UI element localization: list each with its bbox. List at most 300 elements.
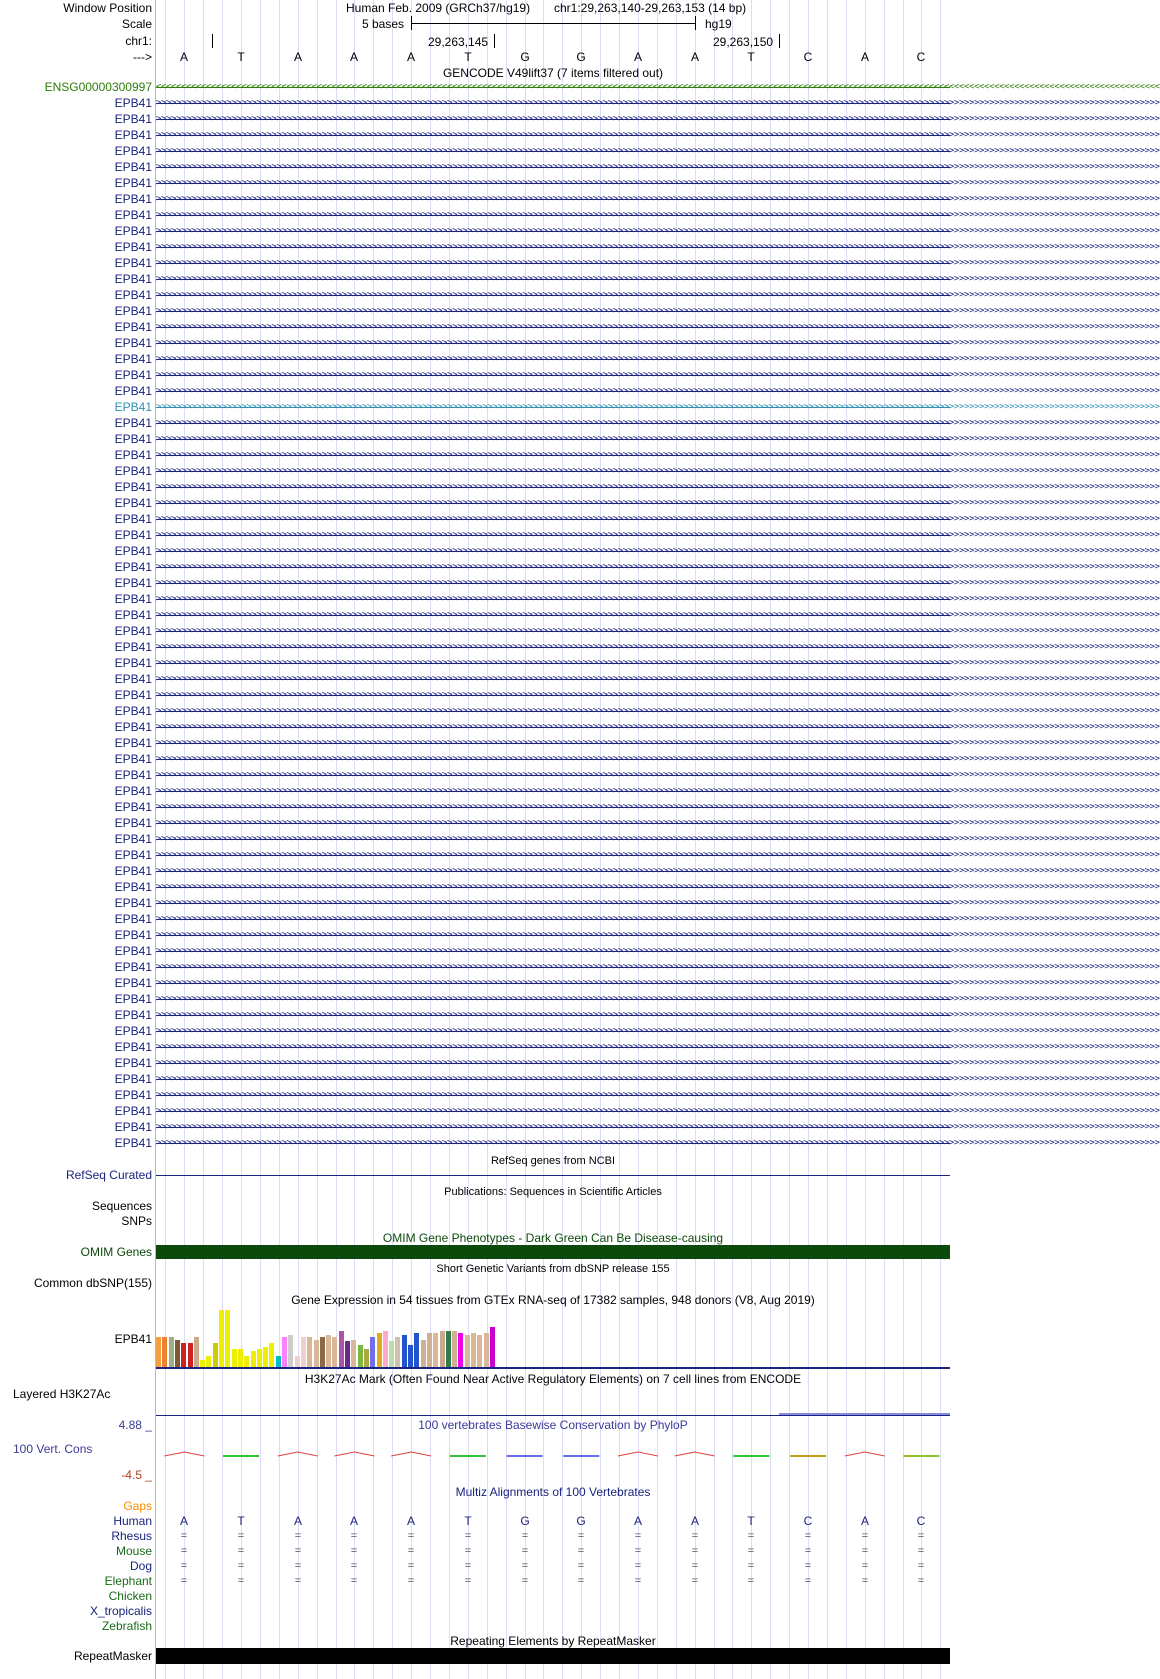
gencode-transcript-epb41-13[interactable] — [156, 288, 1160, 302]
strand-arrows: >>>>>>>>>>>>>>>>>>>>>>>>>>>>>>>>>>>>>>>>>>>>>>>>>>>>>>>>>>>>>>>>>>>>>>>>>>>>>>>>>>>>>>>>>>>>>>>>>>>>>>>>>>>>>>>>>>>>>>>>>>>>>>>>>>>>>>>>>>>>>>>>>>>>>>>>>>>>>>>>>>>>>>>>>>>>>>>>>>>>>>>>>>>>>>>>>>>>>>>> — [156, 786, 1160, 796]
gencode-label-epb41-39[interactable]: EPB41 — [114, 704, 152, 718]
gencode-transcript-epb41-32[interactable] — [156, 592, 1160, 606]
strand-arrows: >>>>>>>>>>>>>>>>>>>>>>>>>>>>>>>>>>>>>>>>>>>>>>>>>>>>>>>>>>>>>>>>>>>>>>>>>>>>>>>>>>>>>>>>>>>>>>>>>>>>>>>>>>>>>>>>>>>>>>>>>>>>>>>>>>>>>>>>>>>>>>>>>>>>>>>>>>>>>>>>>>>>>>>>>>>>>>>>>>>>>>>>>>>>>>>>>>>>>>>> — [156, 738, 1160, 748]
strand-arrows: >>>>>>>>>>>>>>>>>>>>>>>>>>>>>>>>>>>>>>>>>>>>>>>>>>>>>>>>>>>>>>>>>>>>>>>>>>>>>>>>>>>>>>>>>>>>>>>>>>>>>>>>>>>>>>>>>>>>>>>>>>>>>>>>>>>>>>>>>>>>>>>>>>>>>>>>>>>>>>>>>>>>>>>>>>>>>>>>>>>>>>>>>>>>>>>>>>>>>>>> — [156, 290, 1160, 300]
multiz-track-title: Multiz Alignments of 100 Vertebrates — [455, 1485, 651, 1499]
alignment-match-mark: = — [577, 1575, 585, 1587]
gencode-transcript-epb41-48[interactable] — [156, 848, 1160, 862]
alignment-match-mark: = — [350, 1530, 358, 1542]
strand-arrows: >>>>>>>>>>>>>>>>>>>>>>>>>>>>>>>>>>>>>>>>>>>>>>>>>>>>>>>>>>>>>>>>>>>>>>>>>>>>>>>>>>>>>>>>>>>>>>>>>>>>>>>>>>>>>>>>>>>>>>>>>>>>>>>>>>>>>>>>>>>>>>>>>>>>>>>>>>>>>>>>>>>>>>>>>>>>>>>>>>>>>>>>>>>>>>>>>>>>>>>> — [156, 1026, 1160, 1036]
strand-arrows: >>>>>>>>>>>>>>>>>>>>>>>>>>>>>>>>>>>>>>>>>>>>>>>>>>>>>>>>>>>>>>>>>>>>>>>>>>>>>>>>>>>>>>>>>>>>>>>>>>>>>>>>>>>>>>>>>>>>>>>>>>>>>>>>>>>>>>>>>>>>>>>>>>>>>>>>>>>>>>>>>>>>>>>>>>>>>>>>>>>>>>>>>>>>>>>>>>>>>>>> — [156, 642, 1160, 652]
gencode-transcript-epb41-44[interactable] — [156, 784, 1160, 798]
strand-arrows: >>>>>>>>>>>>>>>>>>>>>>>>>>>>>>>>>>>>>>>>>>>>>>>>>>>>>>>>>>>>>>>>>>>>>>>>>>>>>>>>>>>>>>>>>>>>>>>>>>>>>>>>>>>>>>>>>>>>>>>>>>>>>>>>>>>>>>>>>>>>>>>>>>>>>>>>>>>>>>>>>>>>>>>>>>>>>>>>>>>>>>>>>>>>>>>>>>>>>>>> — [156, 482, 1160, 492]
phylop-score-mark — [675, 1452, 715, 1456]
human-base: A — [179, 1514, 188, 1528]
gtex-tissue-bar[interactable] — [269, 1343, 274, 1368]
species-label[interactable]: Rhesus — [111, 1529, 152, 1543]
sequence-base: A — [860, 50, 869, 64]
gtex-track-title: Gene Expression in 54 tissues from GTEx RNA-seq of 17382 samples, 948 donors (V8, Aug 2019) — [291, 1293, 815, 1307]
strand-arrows: >>>>>>>>>>>>>>>>>>>>>>>>>>>>>>>>>>>>>>>>>>>>>>>>>>>>>>>>>>>>>>>>>>>>>>>>>>>>>>>>>>>>>>>>>>>>>>>>>>>>>>>>>>>>>>>>>>>>>>>>>>>>>>>>>>>>>>>>>>>>>>>>>>>>>>>>>>>>>>>>>>>>>>>>>>>>>>>>>>>>>>>>>>>>>>>>>>>>>>>> — [156, 98, 1160, 108]
gtex-tissue-bar[interactable] — [169, 1337, 174, 1368]
gencode-transcript-epb41-20[interactable] — [156, 400, 1160, 414]
alignment-match-mark: = — [917, 1545, 925, 1557]
gencode-label-epb41-13[interactable]: EPB41 — [114, 288, 152, 302]
alignment-match-mark: = — [407, 1530, 415, 1542]
gencode-transcript-epb41-3[interactable] — [156, 128, 1160, 142]
publications-label-snps[interactable]: SNPs — [121, 1214, 152, 1228]
alignment-match-mark: = — [747, 1545, 755, 1557]
strand-arrows: >>>>>>>>>>>>>>>>>>>>>>>>>>>>>>>>>>>>>>>>>>>>>>>>>>>>>>>>>>>>>>>>>>>>>>>>>>>>>>>>>>>>>>>>>>>>>>>>>>>>>>>>>>>>>>>>>>>>>>>>>>>>>>>>>>>>>>>>>>>>>>>>>>>>>>>>>>>>>>>>>>>>>>>>>>>>>>>>>>>>>>>>>>>>>>>>>>>>>>>> — [156, 562, 1160, 572]
gencode-transcript-epb41-9[interactable] — [156, 224, 1160, 238]
gtex-tissue-bar[interactable] — [490, 1327, 495, 1368]
strand-arrows: >>>>>>>>>>>>>>>>>>>>>>>>>>>>>>>>>>>>>>>>>>>>>>>>>>>>>>>>>>>>>>>>>>>>>>>>>>>>>>>>>>>>>>>>>>>>>>>>>>>>>>>>>>>>>>>>>>>>>>>>>>>>>>>>>>>>>>>>>>>>>>>>>>>>>>>>>>>>>>>>>>>>>>>>>>>>>>>>>>>>>>>>>>>>>>>>>>>>>>>> — [156, 946, 1160, 956]
species-label[interactable]: Elephant — [104, 1574, 152, 1588]
alignment-match-mark: = — [237, 1575, 245, 1587]
gencode-label-epb41-45[interactable]: EPB41 — [114, 800, 152, 814]
multiz-gaps-label: Gaps — [123, 1499, 152, 1513]
human-base: T — [237, 1514, 245, 1528]
repeatmasker-element[interactable] — [156, 1648, 950, 1664]
gencode-label-epb41-21[interactable]: EPB41 — [114, 416, 152, 430]
gencode-transcript-epb41-38[interactable] — [156, 688, 1160, 702]
species-label[interactable]: Mouse — [115, 1544, 152, 1558]
gtex-label[interactable]: EPB41 — [114, 1332, 152, 1346]
alignment-match-mark: = — [577, 1530, 585, 1542]
alignment-match-mark: = — [180, 1575, 188, 1587]
gencode-label-epb41-57[interactable]: EPB41 — [114, 992, 152, 1006]
gencode-label-epb41-61[interactable]: EPB41 — [114, 1056, 152, 1070]
gtex-tissue-bar[interactable] — [232, 1349, 237, 1368]
gencode-label-epb41-5[interactable]: EPB41 — [114, 160, 152, 174]
gencode-transcript-epb41-5[interactable] — [156, 160, 1160, 174]
gtex-tissue-bar[interactable] — [477, 1335, 482, 1368]
gencode-transcript-epb41-34[interactable] — [156, 624, 1160, 638]
gencode-transcript-epb41-45[interactable] — [156, 800, 1160, 814]
gencode-transcript-epb41-11[interactable] — [156, 256, 1160, 270]
phylop-min-label: -4.5 _ — [121, 1468, 152, 1482]
gtex-tissue-bar[interactable] — [314, 1340, 319, 1368]
gencode-transcript-epb41-6[interactable] — [156, 176, 1160, 190]
gencode-transcript-ensg[interactable] — [156, 80, 1160, 94]
gencode-label-epb41-10[interactable]: EPB41 — [114, 240, 152, 254]
gtex-tissue-bar[interactable] — [414, 1333, 419, 1368]
gencode-label-epb41-2[interactable]: EPB41 — [114, 112, 152, 126]
gencode-transcript-epb41-12[interactable] — [156, 272, 1160, 286]
gencode-label-epb41-17[interactable]: EPB41 — [114, 352, 152, 366]
human-base: A — [860, 1514, 869, 1528]
gencode-transcript-epb41-2[interactable] — [156, 112, 1160, 126]
gencode-transcript-epb41-65[interactable] — [156, 1120, 1160, 1134]
gencode-transcript-epb41-26[interactable] — [156, 496, 1160, 510]
gencode-transcript-epb41-22[interactable] — [156, 432, 1160, 446]
strand-arrows: >>>>>>>>>>>>>>>>>>>>>>>>>>>>>>>>>>>>>>>>>>>>>>>>>>>>>>>>>>>>>>>>>>>>>>>>>>>>>>>>>>>>>>>>>>>>>>>>>>>>>>>>>>>>>>>>>>>>>>>>>>>>>>>>>>>>>>>>>>>>>>>>>>>>>>>>>>>>>>>>>>>>>>>>>>>>>>>>>>>>>>>>>>>>>>>>>>>>>>>> — [156, 162, 1160, 172]
gtex-tissue-bar[interactable] — [194, 1337, 199, 1368]
gtex-tissue-bar[interactable] — [358, 1345, 363, 1368]
refseq-gene-line[interactable] — [156, 1175, 950, 1176]
strand-arrows: >>>>>>>>>>>>>>>>>>>>>>>>>>>>>>>>>>>>>>>>>>>>>>>>>>>>>>>>>>>>>>>>>>>>>>>>>>>>>>>>>>>>>>>>>>>>>>>>>>>>>>>>>>>>>>>>>>>>>>>>>>>>>>>>>>>>>>>>>>>>>>>>>>>>>>>>>>>>>>>>>>>>>>>>>>>>>>>>>>>>>>>>>>>>>>>>>>>>>>>> — [156, 978, 1160, 988]
strand-arrows: >>>>>>>>>>>>>>>>>>>>>>>>>>>>>>>>>>>>>>>>>>>>>>>>>>>>>>>>>>>>>>>>>>>>>>>>>>>>>>>>>>>>>>>>>>>>>>>>>>>>>>>>>>>>>>>>>>>>>>>>>>>>>>>>>>>>>>>>>>>>>>>>>>>>>>>>>>>>>>>>>>>>>>>>>>>>>>>>>>>>>>>>>>>>>>>>>>>>>>>> — [156, 882, 1160, 892]
gencode-transcript-epb41-25[interactable] — [156, 480, 1160, 494]
strand-arrows: >>>>>>>>>>>>>>>>>>>>>>>>>>>>>>>>>>>>>>>>>>>>>>>>>>>>>>>>>>>>>>>>>>>>>>>>>>>>>>>>>>>>>>>>>>>>>>>>>>>>>>>>>>>>>>>>>>>>>>>>>>>>>>>>>>>>>>>>>>>>>>>>>>>>>>>>>>>>>>>>>>>>>>>>>>>>>>>>>>>>>>>>>>>>>>>>>>>>>>>> — [156, 626, 1160, 636]
strand-arrows: >>>>>>>>>>>>>>>>>>>>>>>>>>>>>>>>>>>>>>>>>>>>>>>>>>>>>>>>>>>>>>>>>>>>>>>>>>>>>>>>>>>>>>>>>>>>>>>>>>>>>>>>>>>>>>>>>>>>>>>>>>>>>>>>>>>>>>>>>>>>>>>>>>>>>>>>>>>>>>>>>>>>>>>>>>>>>>>>>>>>>>>>>>>>>>>>>>>>>>>> — [156, 674, 1160, 684]
strand-arrows: >>>>>>>>>>>>>>>>>>>>>>>>>>>>>>>>>>>>>>>>>>>>>>>>>>>>>>>>>>>>>>>>>>>>>>>>>>>>>>>>>>>>>>>>>>>>>>>>>>>>>>>>>>>>>>>>>>>>>>>>>>>>>>>>>>>>>>>>>>>>>>>>>>>>>>>>>>>>>>>>>>>>>>>>>>>>>>>>>>>>>>>>>>>>>>>>>>>>>>>> — [156, 1122, 1160, 1132]
strand-arrows: >>>>>>>>>>>>>>>>>>>>>>>>>>>>>>>>>>>>>>>>>>>>>>>>>>>>>>>>>>>>>>>>>>>>>>>>>>>>>>>>>>>>>>>>>>>>>>>>>>>>>>>>>>>>>>>>>>>>>>>>>>>>>>>>>>>>>>>>>>>>>>>>>>>>>>>>>>>>>>>>>>>>>>>>>>>>>>>>>>>>>>>>>>>>>>>>>>>>>>>> — [156, 370, 1160, 380]
gencode-label-epb41-14[interactable]: EPB41 — [114, 304, 152, 318]
gencode-label-epb41-18[interactable]: EPB41 — [114, 368, 152, 382]
gencode-transcript-epb41-1[interactable] — [156, 96, 1160, 110]
gtex-tissue-bar[interactable] — [332, 1337, 337, 1368]
gencode-label-epb41-27[interactable]: EPB41 — [114, 512, 152, 526]
gencode-label-epb41-40[interactable]: EPB41 — [114, 720, 152, 734]
gencode-label-epb41-24[interactable]: EPB41 — [114, 464, 152, 478]
gencode-transcript-epb41-33[interactable] — [156, 608, 1160, 622]
gencode-transcript-epb41-37[interactable] — [156, 672, 1160, 686]
gtex-tissue-bar[interactable] — [395, 1337, 400, 1368]
gencode-transcript-epb41-55[interactable] — [156, 960, 1160, 974]
alignment-match-mark: = — [180, 1545, 188, 1557]
strand-arrows: <<<<<<<<<<<<<<<<<<<<<<<<<<<<<<<<<<<<<<<<<<<<<<<<<<<<<<<<<<<<<<<<<<<<<<<<<<<<<<<<<<<<<<<<<<<<<<<<<<<<<<<<<<<<<<<<<<<<<<<<<<<<<<<<<<<<<<<<<<<<<<<<<<<<<<<<<<<<<<<<<<<<<<<<<<<<<<<<<<<<<<<<<<<<<<<<<<<<<<<< — [156, 82, 1160, 92]
gencode-transcript-epb41-41[interactable] — [156, 736, 1160, 750]
gencode-transcript-epb41-8[interactable] — [156, 208, 1160, 222]
alignment-match-mark: = — [294, 1545, 302, 1557]
gencode-transcript-epb41-15[interactable] — [156, 320, 1160, 334]
db-label: hg19 — [705, 17, 732, 31]
gencode-label-epb41-26[interactable]: EPB41 — [114, 496, 152, 510]
strand-arrows: >>>>>>>>>>>>>>>>>>>>>>>>>>>>>>>>>>>>>>>>>>>>>>>>>>>>>>>>>>>>>>>>>>>>>>>>>>>>>>>>>>>>>>>>>>>>>>>>>>>>>>>>>>>>>>>>>>>>>>>>>>>>>>>>>>>>>>>>>>>>>>>>>>>>>>>>>>>>>>>>>>>>>>>>>>>>>>>>>>>>>>>>>>>>>>>>>>>>>>>> — [156, 1090, 1160, 1100]
alignment-match-mark: = — [577, 1560, 585, 1572]
gencode-label-epb41-19[interactable]: EPB41 — [114, 384, 152, 398]
gencode-label-epb41-54[interactable]: EPB41 — [114, 944, 152, 958]
gencode-label-epb41-34[interactable]: EPB41 — [114, 624, 152, 638]
h3k27ac-label[interactable]: Layered H3K27Ac — [13, 1387, 111, 1401]
gencode-transcript-epb41-66[interactable] — [156, 1136, 1160, 1150]
gtex-tissue-bar[interactable] — [339, 1331, 344, 1368]
alignment-match-mark: = — [747, 1575, 755, 1587]
gencode-transcript-epb41-54[interactable] — [156, 944, 1160, 958]
gtex-tissue-bar[interactable] — [440, 1331, 445, 1368]
strand-arrows: >>>>>>>>>>>>>>>>>>>>>>>>>>>>>>>>>>>>>>>>>>>>>>>>>>>>>>>>>>>>>>>>>>>>>>>>>>>>>>>>>>>>>>>>>>>>>>>>>>>>>>>>>>>>>>>>>>>>>>>>>>>>>>>>>>>>>>>>>>>>>>>>>>>>>>>>>>>>>>>>>>>>>>>>>>>>>>>>>>>>>>>>>>>>>>>>>>>>>>>> — [156, 1106, 1160, 1116]
species-label[interactable]: Zebrafish — [101, 1619, 152, 1633]
gencode-transcript-epb41-14[interactable] — [156, 304, 1160, 318]
gencode-transcript-epb41-40[interactable] — [156, 720, 1160, 734]
repeatmasker-label[interactable]: RepeatMasker — [73, 1649, 152, 1663]
gencode-transcript-epb41-57[interactable] — [156, 992, 1160, 1006]
gencode-label-epb41-53[interactable]: EPB41 — [114, 928, 152, 942]
gencode-label-ensg[interactable]: ENSG00000300997 — [44, 80, 152, 94]
gencode-label-epb41-49[interactable]: EPB41 — [114, 864, 152, 878]
gtex-tissue-bar[interactable] — [402, 1335, 407, 1368]
gencode-label-epb41-50[interactable]: EPB41 — [114, 880, 152, 894]
publications-label-sequences[interactable]: Sequences — [91, 1199, 152, 1213]
gencode-label-epb41-25[interactable]: EPB41 — [114, 480, 152, 494]
gencode-label-epb41-4[interactable]: EPB41 — [114, 144, 152, 158]
gtex-tissue-bar[interactable] — [370, 1337, 375, 1368]
gencode-transcript-epb41-46[interactable] — [156, 816, 1160, 830]
strand-arrows: >>>>>>>>>>>>>>>>>>>>>>>>>>>>>>>>>>>>>>>>>>>>>>>>>>>>>>>>>>>>>>>>>>>>>>>>>>>>>>>>>>>>>>>>>>>>>>>>>>>>>>>>>>>>>>>>>>>>>>>>>>>>>>>>>>>>>>>>>>>>>>>>>>>>>>>>>>>>>>>>>>>>>>>>>>>>>>>>>>>>>>>>>>>>>>>>>>>>>>>> — [156, 434, 1160, 444]
gencode-label-epb41-64[interactable]: EPB41 — [114, 1104, 152, 1118]
gencode-label-epb41-30[interactable]: EPB41 — [114, 560, 152, 574]
strand-arrows: >>>>>>>>>>>>>>>>>>>>>>>>>>>>>>>>>>>>>>>>>>>>>>>>>>>>>>>>>>>>>>>>>>>>>>>>>>>>>>>>>>>>>>>>>>>>>>>>>>>>>>>>>>>>>>>>>>>>>>>>>>>>>>>>>>>>>>>>>>>>>>>>>>>>>>>>>>>>>>>>>>>>>>>>>>>>>>>>>>>>>>>>>>>>>>>>>>>>>>>> — [156, 658, 1160, 668]
gtex-tissue-bar[interactable] — [238, 1349, 243, 1368]
species-label[interactable]: Human — [113, 1514, 152, 1528]
gencode-label-epb41-56[interactable]: EPB41 — [114, 976, 152, 990]
gencode-label-epb41-6[interactable]: EPB41 — [114, 176, 152, 190]
sequence-base: C — [803, 50, 813, 64]
gencode-transcript-epb41-35[interactable] — [156, 640, 1160, 654]
coord-label-2: 29,263,150 — [713, 35, 774, 49]
gencode-label-epb41-38[interactable]: EPB41 — [114, 688, 152, 702]
alignment-match-mark: = — [350, 1575, 358, 1587]
gencode-transcript-epb41-36[interactable] — [156, 656, 1160, 670]
strand-arrows: >>>>>>>>>>>>>>>>>>>>>>>>>>>>>>>>>>>>>>>>>>>>>>>>>>>>>>>>>>>>>>>>>>>>>>>>>>>>>>>>>>>>>>>>>>>>>>>>>>>>>>>>>>>>>>>>>>>>>>>>>>>>>>>>>>>>>>>>>>>>>>>>>>>>>>>>>>>>>>>>>>>>>>>>>>>>>>>>>>>>>>>>>>>>>>>>>>>>>>>> — [156, 450, 1160, 460]
gtex-tissue-bar[interactable] — [326, 1335, 331, 1368]
gtex-tissue-bar[interactable] — [162, 1337, 167, 1368]
strand-arrows: >>>>>>>>>>>>>>>>>>>>>>>>>>>>>>>>>>>>>>>>>>>>>>>>>>>>>>>>>>>>>>>>>>>>>>>>>>>>>>>>>>>>>>>>>>>>>>>>>>>>>>>>>>>>>>>>>>>>>>>>>>>>>>>>>>>>>>>>>>>>>>>>>>>>>>>>>>>>>>>>>>>>>>>>>>>>>>>>>>>>>>>>>>>>>>>>>>>>>>>> — [156, 690, 1160, 700]
gencode-label-epb41-42[interactable]: EPB41 — [114, 752, 152, 766]
gtex-tissue-bar[interactable] — [345, 1341, 350, 1368]
gtex-tissue-bar[interactable] — [257, 1349, 262, 1368]
phylop-max-label: 4.88 _ — [118, 1418, 152, 1432]
gencode-label-epb41-32[interactable]: EPB41 — [114, 592, 152, 606]
human-base: A — [406, 1514, 415, 1528]
species-label[interactable]: Dog — [129, 1559, 152, 1573]
gtex-tissue-bar[interactable] — [282, 1337, 287, 1368]
strand-arrows: >>>>>>>>>>>>>>>>>>>>>>>>>>>>>>>>>>>>>>>>>>>>>>>>>>>>>>>>>>>>>>>>>>>>>>>>>>>>>>>>>>>>>>>>>>>>>>>>>>>>>>>>>>>>>>>>>>>>>>>>>>>>>>>>>>>>>>>>>>>>>>>>>>>>>>>>>>>>>>>>>>>>>>>>>>>>>>>>>>>>>>>>>>>>>>>>>>>>>>>> — [156, 1138, 1160, 1148]
gencode-label-epb41-8[interactable]: EPB41 — [114, 208, 152, 222]
gencode-label-epb41-12[interactable]: EPB41 — [114, 272, 152, 286]
gencode-label-epb41-62[interactable]: EPB41 — [114, 1072, 152, 1086]
strand-arrows: >>>>>>>>>>>>>>>>>>>>>>>>>>>>>>>>>>>>>>>>>>>>>>>>>>>>>>>>>>>>>>>>>>>>>>>>>>>>>>>>>>>>>>>>>>>>>>>>>>>>>>>>>>>>>>>>>>>>>>>>>>>>>>>>>>>>>>>>>>>>>>>>>>>>>>>>>>>>>>>>>>>>>>>>>>>>>>>>>>>>>>>>>>>>>>>>>>>>>>>> — [156, 610, 1160, 620]
gencode-transcript-epb41-39[interactable] — [156, 704, 1160, 718]
alignment-match-mark: = — [691, 1575, 699, 1587]
strand-arrows: >>>>>>>>>>>>>>>>>>>>>>>>>>>>>>>>>>>>>>>>>>>>>>>>>>>>>>>>>>>>>>>>>>>>>>>>>>>>>>>>>>>>>>>>>>>>>>>>>>>>>>>>>>>>>>>>>>>>>>>>>>>>>>>>>>>>>>>>>>>>>>>>>>>>>>>>>>>>>>>>>>>>>>>>>>>>>>>>>>>>>>>>>>>>>>>>>>>>>>>> — [156, 818, 1160, 828]
gencode-transcript-epb41-31[interactable] — [156, 576, 1160, 590]
gencode-transcript-epb41-10[interactable] — [156, 240, 1160, 254]
phylop-track-title: 100 vertebrates Basewise Conservation by PhyloP — [418, 1418, 688, 1432]
scale-bar-right-tick — [695, 16, 696, 30]
gtex-tissue-bar[interactable] — [364, 1349, 369, 1368]
gtex-tissue-bar[interactable] — [484, 1333, 489, 1368]
gencode-transcript-epb41-28[interactable] — [156, 528, 1160, 542]
gencode-label-epb41-59[interactable]: EPB41 — [114, 1024, 152, 1038]
gencode-label-epb41-44[interactable]: EPB41 — [114, 784, 152, 798]
alignment-match-mark: = — [521, 1545, 529, 1557]
gencode-label-epb41-51[interactable]: EPB41 — [114, 896, 152, 910]
gencode-label-epb41-33[interactable]: EPB41 — [114, 608, 152, 622]
refseq-label[interactable]: RefSeq Curated — [65, 1168, 152, 1182]
gtex-tissue-bar[interactable] — [307, 1337, 312, 1368]
alignment-match-mark: = — [350, 1545, 358, 1557]
assembly-title: Human Feb. 2009 (GRCh37/hg19) — [346, 1, 531, 15]
gencode-transcript-epb41-7[interactable] — [156, 192, 1160, 206]
gencode-label-epb41-23[interactable]: EPB41 — [114, 448, 152, 462]
gencode-transcript-epb41-53[interactable] — [156, 928, 1160, 942]
gencode-transcript-epb41-27[interactable] — [156, 512, 1160, 526]
gtex-tissue-bar[interactable] — [446, 1331, 451, 1368]
gencode-label-epb41-28[interactable]: EPB41 — [114, 528, 152, 542]
species-label[interactable]: X_tropicalis — [89, 1604, 152, 1618]
sequence-base: T — [464, 50, 472, 64]
gencode-label-epb41-35[interactable]: EPB41 — [114, 640, 152, 654]
gencode-label-epb41-46[interactable]: EPB41 — [114, 816, 152, 830]
gencode-transcript-epb41-42[interactable] — [156, 752, 1160, 766]
human-base: G — [576, 1514, 586, 1528]
strand-arrows: >>>>>>>>>>>>>>>>>>>>>>>>>>>>>>>>>>>>>>>>>>>>>>>>>>>>>>>>>>>>>>>>>>>>>>>>>>>>>>>>>>>>>>>>>>>>>>>>>>>>>>>>>>>>>>>>>>>>>>>>>>>>>>>>>>>>>>>>>>>>>>>>>>>>>>>>>>>>>>>>>>>>>>>>>>>>>>>>>>>>>>>>>>>>>>>>>>>>>>>> — [156, 130, 1160, 140]
gencode-label-epb41-31[interactable]: EPB41 — [114, 576, 152, 590]
gtex-tissue-bar[interactable] — [427, 1333, 432, 1368]
gencode-label-epb41-20[interactable]: EPB41 — [114, 400, 152, 414]
gencode-label-epb41-11[interactable]: EPB41 — [114, 256, 152, 270]
gtex-tissue-bar[interactable] — [408, 1345, 413, 1368]
gencode-label-epb41-66[interactable]: EPB41 — [114, 1136, 152, 1150]
gtex-tissue-bar[interactable] — [433, 1333, 438, 1368]
gtex-tissue-bar[interactable] — [251, 1351, 256, 1368]
strand-arrows: >>>>>>>>>>>>>>>>>>>>>>>>>>>>>>>>>>>>>>>>>>>>>>>>>>>>>>>>>>>>>>>>>>>>>>>>>>>>>>>>>>>>>>>>>>>>>>>>>>>>>>>>>>>>>>>>>>>>>>>>>>>>>>>>>>>>>>>>>>>>>>>>>>>>>>>>>>>>>>>>>>>>>>>>>>>>>>>>>>>>>>>>>>>>>>>>>>>>>>>> — [156, 146, 1160, 156]
gtex-tissue-bar[interactable] — [188, 1343, 193, 1368]
gencode-label-epb41-15[interactable]: EPB41 — [114, 320, 152, 334]
gencode-transcript-epb41-56[interactable] — [156, 976, 1160, 990]
gencode-transcript-epb41-62[interactable] — [156, 1072, 1160, 1086]
alignment-match-mark: = — [521, 1530, 529, 1542]
strand-arrows: >>>>>>>>>>>>>>>>>>>>>>>>>>>>>>>>>>>>>>>>>>>>>>>>>>>>>>>>>>>>>>>>>>>>>>>>>>>>>>>>>>>>>>>>>>>>>>>>>>>>>>>>>>>>>>>>>>>>>>>>>>>>>>>>>>>>>>>>>>>>>>>>>>>>>>>>>>>>>>>>>>>>>>>>>>>>>>>>>>>>>>>>>>>>>>>>>>>>>>>> — [156, 770, 1160, 780]
gencode-label-epb41-29[interactable]: EPB41 — [114, 544, 152, 558]
gencode-label-epb41-36[interactable]: EPB41 — [114, 656, 152, 670]
omim-gene-bar[interactable] — [156, 1245, 950, 1259]
gtex-tissue-bar[interactable] — [471, 1333, 476, 1368]
gencode-transcript-epb41-19[interactable] — [156, 384, 1160, 398]
gtex-tissue-bar[interactable] — [452, 1331, 457, 1368]
gtex-tissue-bar[interactable] — [383, 1331, 388, 1368]
human-base: C — [803, 1514, 813, 1528]
gtex-tissue-bar[interactable] — [213, 1343, 218, 1368]
alignment-match-mark: = — [804, 1575, 812, 1587]
gencode-transcript-epb41-52[interactable] — [156, 912, 1160, 926]
strand-arrows: >>>>>>>>>>>>>>>>>>>>>>>>>>>>>>>>>>>>>>>>>>>>>>>>>>>>>>>>>>>>>>>>>>>>>>>>>>>>>>>>>>>>>>>>>>>>>>>>>>>>>>>>>>>>>>>>>>>>>>>>>>>>>>>>>>>>>>>>>>>>>>>>>>>>>>>>>>>>>>>>>>>>>>>>>>>>>>>>>>>>>>>>>>>>>>>>>>>>>>>> — [156, 754, 1160, 764]
gencode-label-epb41-43[interactable]: EPB41 — [114, 768, 152, 782]
gencode-transcript-epb41-61[interactable] — [156, 1056, 1160, 1070]
gtex-tissue-bar[interactable] — [301, 1337, 306, 1368]
phylop-score-mark — [391, 1452, 431, 1456]
omim-track-title: OMIM Gene Phenotypes - Dark Green Can Be Disease-causing — [382, 1231, 724, 1245]
strand-arrows: >>>>>>>>>>>>>>>>>>>>>>>>>>>>>>>>>>>>>>>>>>>>>>>>>>>>>>>>>>>>>>>>>>>>>>>>>>>>>>>>>>>>>>>>>>>>>>>>>>>>>>>>>>>>>>>>>>>>>>>>>>>>>>>>>>>>>>>>>>>>>>>>>>>>>>>>>>>>>>>>>>>>>>>>>>>>>>>>>>>>>>>>>>>>>>>>>>>>>>>> — [156, 930, 1160, 940]
gencode-transcript-epb41-4[interactable] — [156, 144, 1160, 158]
gtex-tissue-bar[interactable] — [156, 1337, 161, 1368]
gencode-label-epb41-9[interactable]: EPB41 — [114, 224, 152, 238]
h3k27ac-baseline — [156, 1415, 950, 1416]
alignment-match-mark: = — [464, 1530, 472, 1542]
gencode-label-epb41-3[interactable]: EPB41 — [114, 128, 152, 142]
phylop-label[interactable]: 100 Vert. Cons — [13, 1442, 93, 1456]
gencode-label-epb41-52[interactable]: EPB41 — [114, 912, 152, 926]
alignment-match-mark: = — [691, 1545, 699, 1557]
human-base: C — [916, 1514, 926, 1528]
gtex-tissue-bar[interactable] — [175, 1340, 180, 1368]
gencode-label-epb41-37[interactable]: EPB41 — [114, 672, 152, 686]
alignment-match-mark: = — [804, 1560, 812, 1572]
gtex-tissue-bar[interactable] — [181, 1343, 186, 1368]
alignment-match-mark: = — [747, 1530, 755, 1542]
gencode-label-epb41-58[interactable]: EPB41 — [114, 1008, 152, 1022]
gencode-transcript-epb41-17[interactable] — [156, 352, 1160, 366]
gencode-transcript-epb41-16[interactable] — [156, 336, 1160, 350]
strand-arrows: >>>>>>>>>>>>>>>>>>>>>>>>>>>>>>>>>>>>>>>>>>>>>>>>>>>>>>>>>>>>>>>>>>>>>>>>>>>>>>>>>>>>>>>>>>>>>>>>>>>>>>>>>>>>>>>>>>>>>>>>>>>>>>>>>>>>>>>>>>>>>>>>>>>>>>>>>>>>>>>>>>>>>>>>>>>>>>>>>>>>>>>>>>>>>>>>>>>>>>>> — [156, 530, 1160, 540]
phylop-score-mark — [278, 1452, 318, 1456]
gencode-transcript-epb41-23[interactable] — [156, 448, 1160, 462]
omim-label[interactable]: OMIM Genes — [80, 1245, 152, 1259]
gencode-label-epb41-63[interactable]: EPB41 — [114, 1088, 152, 1102]
publications-track-title: Publications: Sequences in Scientific Articles — [444, 1186, 662, 1198]
gtex-tissue-bar[interactable] — [225, 1310, 230, 1368]
alignment-match-mark: = — [521, 1560, 529, 1572]
gencode-transcript-epb41-51[interactable] — [156, 896, 1160, 910]
dbsnp-label[interactable]: Common dbSNP(155) — [33, 1276, 152, 1290]
gencode-transcript-epb41-47[interactable] — [156, 832, 1160, 846]
gencode-transcript-epb41-43[interactable] — [156, 768, 1160, 782]
sequence-base: A — [293, 50, 302, 64]
gencode-label-epb41-41[interactable]: EPB41 — [114, 736, 152, 750]
gtex-tissue-bar[interactable] — [320, 1337, 325, 1368]
gtex-tissue-bar[interactable] — [458, 1333, 463, 1368]
strand-arrows: >>>>>>>>>>>>>>>>>>>>>>>>>>>>>>>>>>>>>>>>>>>>>>>>>>>>>>>>>>>>>>>>>>>>>>>>>>>>>>>>>>>>>>>>>>>>>>>>>>>>>>>>>>>>>>>>>>>>>>>>>>>>>>>>>>>>>>>>>>>>>>>>>>>>>>>>>>>>>>>>>>>>>>>>>>>>>>>>>>>>>>>>>>>>>>>>>>>>>>>> — [156, 226, 1160, 236]
gencode-label-epb41-48[interactable]: EPB41 — [114, 848, 152, 862]
gencode-label-epb41-65[interactable]: EPB41 — [114, 1120, 152, 1134]
gtex-tissue-bar[interactable] — [389, 1341, 394, 1368]
gencode-transcript-epb41-49[interactable] — [156, 864, 1160, 878]
gencode-label-epb41-55[interactable]: EPB41 — [114, 960, 152, 974]
gtex-tissue-bar[interactable] — [351, 1340, 356, 1368]
phylop-score-mark — [618, 1452, 658, 1456]
phylop-conservation-plot[interactable] — [156, 1448, 950, 1464]
strand-arrows: >>>>>>>>>>>>>>>>>>>>>>>>>>>>>>>>>>>>>>>>>>>>>>>>>>>>>>>>>>>>>>>>>>>>>>>>>>>>>>>>>>>>>>>>>>>>>>>>>>>>>>>>>>>>>>>>>>>>>>>>>>>>>>>>>>>>>>>>>>>>>>>>>>>>>>>>>>>>>>>>>>>>>>>>>>>>>>>>>>>>>>>>>>>>>>>>>>>>>>>> — [156, 594, 1160, 604]
gtex-tissue-bar[interactable] — [377, 1333, 382, 1368]
gencode-label-epb41-1[interactable]: EPB41 — [114, 96, 152, 110]
gencode-transcript-epb41-64[interactable] — [156, 1104, 1160, 1118]
sequence-base: A — [690, 50, 699, 64]
gencode-label-epb41-16[interactable]: EPB41 — [114, 336, 152, 350]
gencode-transcript-epb41-50[interactable] — [156, 880, 1160, 894]
alignment-match-mark: = — [577, 1545, 585, 1557]
gtex-tissue-bar[interactable] — [465, 1335, 470, 1368]
gencode-transcript-epb41-30[interactable] — [156, 560, 1160, 574]
gencode-transcript-epb41-18[interactable] — [156, 368, 1160, 382]
gencode-transcript-epb41-21[interactable] — [156, 416, 1160, 430]
gencode-transcript-epb41-29[interactable] — [156, 544, 1160, 558]
strand-arrows: >>>>>>>>>>>>>>>>>>>>>>>>>>>>>>>>>>>>>>>>>>>>>>>>>>>>>>>>>>>>>>>>>>>>>>>>>>>>>>>>>>>>>>>>>>>>>>>>>>>>>>>>>>>>>>>>>>>>>>>>>>>>>>>>>>>>>>>>>>>>>>>>>>>>>>>>>>>>>>>>>>>>>>>>>>>>>>>>>>>>>>>>>>>>>>>>>>>>>>>> — [156, 866, 1160, 876]
gencode-transcript-epb41-59[interactable] — [156, 1024, 1160, 1038]
refseq-track-title: RefSeq genes from NCBI — [490, 1155, 616, 1167]
strand-arrows: >>>>>>>>>>>>>>>>>>>>>>>>>>>>>>>>>>>>>>>>>>>>>>>>>>>>>>>>>>>>>>>>>>>>>>>>>>>>>>>>>>>>>>>>>>>>>>>>>>>>>>>>>>>>>>>>>>>>>>>>>>>>>>>>>>>>>>>>>>>>>>>>>>>>>>>>>>>>>>>>>>>>>>>>>>>>>>>>>>>>>>>>>>>>>>>>>>>>>>>> — [156, 1074, 1160, 1084]
ruler-tick-c — [779, 34, 780, 48]
repeatmasker-track-title: Repeating Elements by RepeatMasker — [450, 1634, 656, 1648]
species-label[interactable]: Chicken — [108, 1589, 152, 1603]
gtex-tissue-bar[interactable] — [263, 1347, 268, 1368]
gtex-tissue-bar[interactable] — [421, 1340, 426, 1368]
gencode-label-epb41-47[interactable]: EPB41 — [114, 832, 152, 846]
gtex-expression-chart[interactable] — [156, 1307, 556, 1368]
gtex-tissue-bar[interactable] — [219, 1310, 224, 1368]
gencode-label-epb41-22[interactable]: EPB41 — [114, 432, 152, 446]
sequence-base: T — [747, 50, 755, 64]
gencode-label-epb41-60[interactable]: EPB41 — [114, 1040, 152, 1054]
strand-arrows: >>>>>>>>>>>>>>>>>>>>>>>>>>>>>>>>>>>>>>>>>>>>>>>>>>>>>>>>>>>>>>>>>>>>>>>>>>>>>>>>>>>>>>>>>>>>>>>>>>>>>>>>>>>>>>>>>>>>>>>>>>>>>>>>>>>>>>>>>>>>>>>>>>>>>>>>>>>>>>>>>>>>>>>>>>>>>>>>>>>>>>>>>>>>>>>>>>>>>>>> — [156, 850, 1160, 860]
strand-arrows: >>>>>>>>>>>>>>>>>>>>>>>>>>>>>>>>>>>>>>>>>>>>>>>>>>>>>>>>>>>>>>>>>>>>>>>>>>>>>>>>>>>>>>>>>>>>>>>>>>>>>>>>>>>>>>>>>>>>>>>>>>>>>>>>>>>>>>>>>>>>>>>>>>>>>>>>>>>>>>>>>>>>>>>>>>>>>>>>>>>>>>>>>>>>>>>>>>>>>>>> — [156, 546, 1160, 556]
gencode-transcript-epb41-63[interactable] — [156, 1088, 1160, 1102]
gtex-tissue-bar[interactable] — [288, 1335, 293, 1368]
gencode-transcript-epb41-58[interactable] — [156, 1008, 1160, 1022]
gencode-transcript-epb41-24[interactable] — [156, 464, 1160, 478]
gencode-label-epb41-7[interactable]: EPB41 — [114, 192, 152, 206]
gencode-transcript-epb41-60[interactable] — [156, 1040, 1160, 1054]
